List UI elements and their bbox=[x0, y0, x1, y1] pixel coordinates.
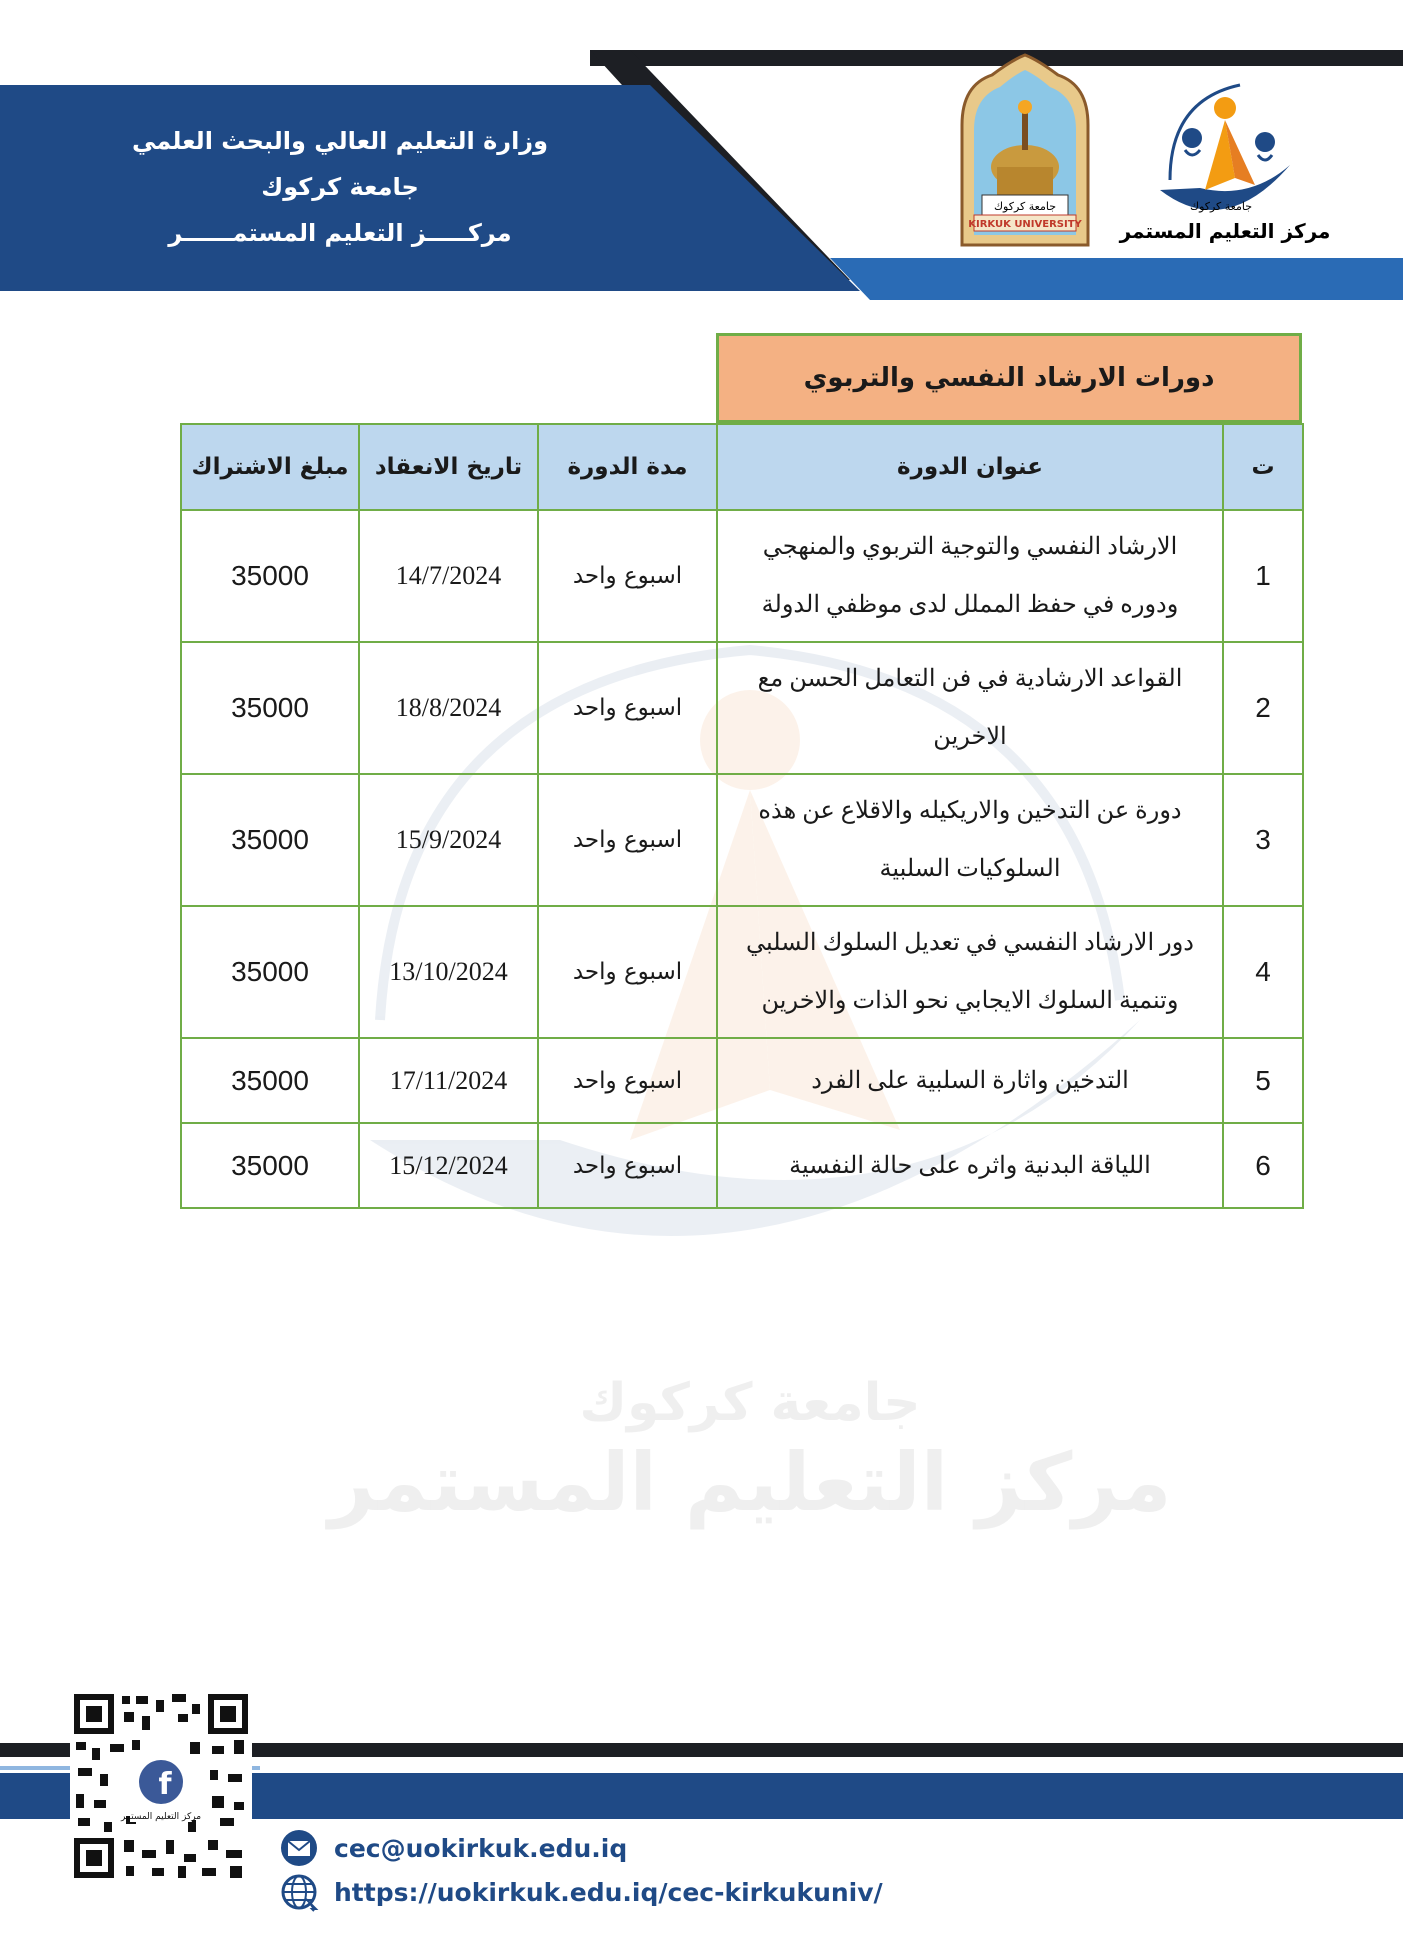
row-duration: اسبوع واحد bbox=[538, 642, 717, 774]
row-fee: 35000 bbox=[181, 1038, 359, 1123]
globe-icon bbox=[280, 1873, 318, 1911]
kirkuk-university-logo bbox=[952, 55, 1098, 250]
row-fee: 35000 bbox=[181, 1123, 359, 1208]
email-icon bbox=[280, 1829, 318, 1867]
row-title: القواعد الارشادية في فن التعامل الحسن مع الاخرين bbox=[717, 642, 1223, 774]
ministry-name: وزارة التعليم العالي والبحث العلمي bbox=[131, 127, 549, 155]
row-num: 6 bbox=[1223, 1123, 1303, 1208]
row-fee: 35000 bbox=[181, 642, 359, 774]
logo-cec-ar2-text: مركز التعليم المستمر bbox=[1119, 219, 1331, 243]
row-date: 15/9/2024 bbox=[359, 774, 538, 906]
col-header-num: ت bbox=[1223, 424, 1303, 510]
row-duration: اسبوع واحد bbox=[538, 1038, 717, 1123]
row-date: 15/12/2024 bbox=[359, 1123, 538, 1208]
row-title: التدخين واثارة السلبية على الفرد bbox=[717, 1038, 1223, 1123]
row-num: 5 bbox=[1223, 1038, 1303, 1123]
col-header-duration: مدة الدورة bbox=[538, 424, 717, 510]
contact-block bbox=[280, 1826, 883, 1914]
email-link[interactable]: cec@uokirkuk.edu.iq bbox=[334, 1833, 628, 1863]
watermark-line1: جامعة كركوك bbox=[579, 1373, 921, 1433]
row-fee: 35000 bbox=[181, 906, 359, 1038]
logo-cec-ar1-text: جامعة كركوك bbox=[1190, 200, 1253, 213]
table-row bbox=[181, 510, 1303, 642]
table-row bbox=[181, 642, 1303, 774]
row-date: 17/11/2024 bbox=[359, 1038, 538, 1123]
row-title: الارشاد النفسي والتوجية التربوي والمنهجي ودوره في حفظ المملل لدى موظفي الدولة bbox=[717, 510, 1223, 642]
table-row bbox=[181, 1123, 1303, 1208]
col-header-title: عنوان الدورة bbox=[717, 424, 1223, 510]
row-duration: اسبوع واحد bbox=[538, 774, 717, 906]
qr-caption: مركز التعليم المستمر bbox=[120, 1812, 202, 1822]
row-num: 1 bbox=[1223, 510, 1303, 642]
row-fee: 35000 bbox=[181, 774, 359, 906]
logo-univ-en-text: KIRKUK UNIVERSITY bbox=[968, 219, 1082, 230]
row-title: دور الارشاد النفسي في تعديل السلوك السلبي وتنمية السلوك الايجابي نحو الذات والاخرين bbox=[717, 906, 1223, 1038]
website-link[interactable]: https://uokirkuk.edu.iq/cec-kirkukuniv/ bbox=[334, 1877, 883, 1907]
col-header-fee: مبلغ الاشتراك bbox=[181, 424, 359, 510]
logo-univ-ar-text: جامعة كركوك bbox=[993, 200, 1057, 213]
cec-logo bbox=[1119, 60, 1331, 250]
table-header-row bbox=[181, 424, 1303, 510]
table-row bbox=[181, 1038, 1303, 1123]
row-duration: اسبوع واحد bbox=[538, 906, 717, 1038]
row-title: اللياقة البدنية واثره على حالة النفسية bbox=[717, 1123, 1223, 1208]
row-date: 18/8/2024 bbox=[359, 642, 538, 774]
row-title: دورة عن التدخين والاريكيله والاقلاع عن هذه السلوكيات السلبية bbox=[717, 774, 1223, 906]
row-date: 14/7/2024 bbox=[359, 510, 538, 642]
header-text-block bbox=[60, 118, 620, 256]
row-num: 3 bbox=[1223, 774, 1303, 906]
row-date: 13/10/2024 bbox=[359, 906, 538, 1038]
row-num: 2 bbox=[1223, 642, 1303, 774]
row-duration: اسبوع واحد bbox=[538, 510, 717, 642]
website-row[interactable] bbox=[280, 1870, 883, 1914]
table-row bbox=[181, 774, 1303, 906]
col-header-date: تاريخ الانعقاد bbox=[359, 424, 538, 510]
row-fee: 35000 bbox=[181, 510, 359, 642]
header-blue-band-right bbox=[830, 258, 1403, 300]
svg-text:f: f bbox=[158, 1767, 172, 1802]
table-title: دورات الارشاد النفسي والتربوي bbox=[716, 333, 1302, 423]
center-name: مركـــــز التعليم المستمــــــر bbox=[168, 219, 512, 247]
courses-table bbox=[180, 423, 1304, 1209]
row-num: 4 bbox=[1223, 906, 1303, 1038]
university-name: جامعة كركوك bbox=[261, 173, 419, 201]
table-row bbox=[181, 906, 1303, 1038]
row-duration: اسبوع واحد bbox=[538, 1123, 717, 1208]
qr-code[interactable] bbox=[70, 1690, 252, 1882]
email-row[interactable] bbox=[280, 1826, 883, 1870]
watermark-line2: مركز التعليم المستمر bbox=[328, 1436, 1172, 1529]
